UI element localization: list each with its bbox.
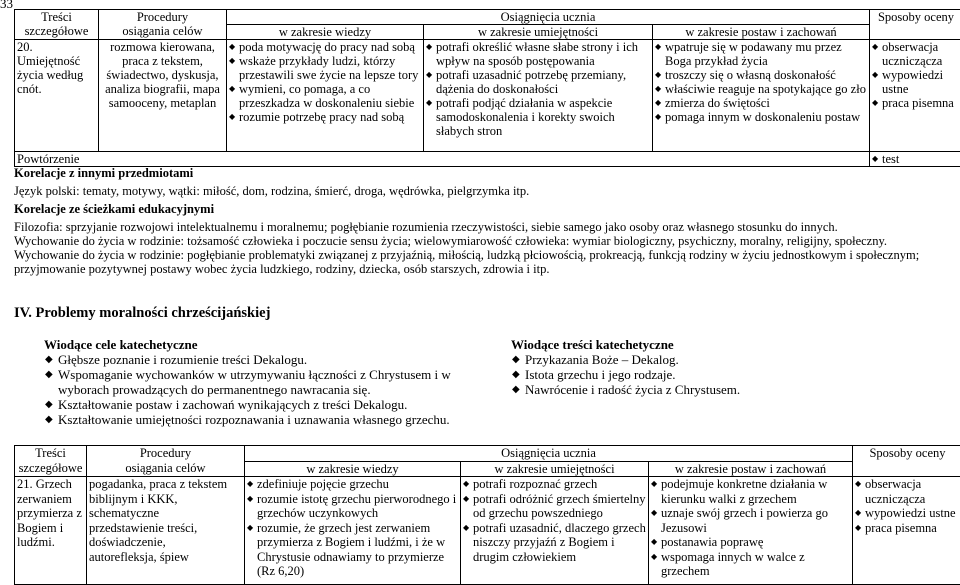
list-item: ◆ Przykazania Boże – Dekalog. xyxy=(511,352,811,367)
cell-sposoby xyxy=(870,40,960,152)
cele-block xyxy=(44,337,494,427)
header-tresci: Treści szczegółowe xyxy=(15,10,99,40)
list-item: ◆ rozumie, że grzech jest zerwaniem przymierza z Bogiem i ludźmi, i że w Chrystusie odnawiamy to przymierze (Rz 6,20) xyxy=(247,521,458,579)
list-item: ◆ potrafi uzasadnić potrzebę przemiany, dążenia do doskonałości xyxy=(426,68,650,96)
cell-procedury: pogadanka, praca z tekstem biblijnym i KKK, schematyczne przedstawienie treści, doświadczenie, autorefleksja, śpiew xyxy=(87,477,245,585)
header-tresci: Treści szczegółowe xyxy=(15,446,87,477)
list-item: ◆ potrafi podjąć działania w aspekcie samodoskonalenia i korekty swoich słabych stron xyxy=(426,96,650,138)
list-item: ◆ właściwie reaguje na spotykające go zło xyxy=(655,82,867,96)
section-title: IV. Problemy moralności chrześcijańskiej xyxy=(14,306,270,320)
list-item: ◆ Głębsze poznanie i rozumienie treści Dekalogu. xyxy=(44,352,494,367)
list-item: ◆ rozumie istotę grzechu pierworodnego i grzechów uczynkowych xyxy=(247,492,458,521)
list-item: ◆ obserwacja uczniczącza xyxy=(855,477,960,506)
cell-umiejetnosci xyxy=(461,477,649,585)
tresci-heading: Wiodące treści katechetyczne xyxy=(511,337,811,352)
list-item: ◆ postanawia poprawę xyxy=(651,535,850,550)
list-item: ◆ praca pisemna xyxy=(855,521,960,536)
tresci-block xyxy=(511,337,811,397)
list-item: ◆ poda motywację do pracy nad sobą xyxy=(229,40,421,54)
header-postawy: w zakresie postaw i zachowań xyxy=(653,25,870,40)
cele-heading: Wiodące cele katechetyczne xyxy=(44,337,494,352)
list-item: ◆ Nawrócenie i radość życia z Chrystusem. xyxy=(511,382,811,397)
list-item: ◆ Kształtowanie umiejętności rozpoznawania i uznawania własnego grzechu. xyxy=(44,412,494,427)
cell-procedury: rozmowa kierowana, praca z tekstem, świadectwo, dyskusja, analiza biografii, mapa samooceny, metaplan xyxy=(99,40,227,152)
cell-postawy xyxy=(653,40,870,152)
list-item: ◆ praca pisemna xyxy=(872,96,960,110)
list-item: ◆ potrafi rozpoznać grzech xyxy=(463,477,646,492)
list-item: ◆ wypowiedzi ustne xyxy=(872,68,960,96)
cell-wiedza xyxy=(245,477,461,585)
header-umiejetnosci: w zakresie umiejętności xyxy=(461,461,649,477)
list-item: ◆ wypowiedzi ustne xyxy=(855,506,960,521)
cell-powtorzenie-sposoby xyxy=(870,152,960,167)
page-number: 33 xyxy=(0,0,13,11)
header-sposoby: Sposoby oceny xyxy=(870,10,960,40)
korelacje-line: przyjmowanie pozytywnej postawy wobec życia ludzkiego, rodziny, dziecka, osób starszych, zdrowia i itp. xyxy=(14,262,960,276)
list-item: ◆ wpatruje się w podawany mu przez Boga przykład życia xyxy=(655,40,867,68)
cell-postawy xyxy=(649,477,853,585)
list-item: ◆ potrafi określić własne słabe strony i ich wpływ na sposób postępowania xyxy=(426,40,650,68)
korelacje-paragraph xyxy=(14,220,960,276)
list-item: ◆ zdefiniuje pojęcie grzechu xyxy=(247,477,458,492)
cell-wiedza xyxy=(227,40,424,152)
header-procedury: Procedury osiągania celów xyxy=(87,446,245,477)
korelacje-heading-1: Korelacje z innymi przedmiotami xyxy=(14,166,193,180)
curriculum-table-1 xyxy=(14,9,960,167)
cell-tresci: 21. Grzech zerwaniem przymierza z Bogiem i ludźmi. xyxy=(15,477,87,585)
list-item: ◆ wskaże przykłady ludzi, którzy przestawili swe życie na lepsze tory xyxy=(229,54,421,82)
cell-powtorzenie: Powtórzenie xyxy=(15,152,870,167)
list-item: ◆ troszczy się o własną doskonałość xyxy=(655,68,867,82)
cell-tresci: 20. Umiejętność życia według cnót. xyxy=(15,40,99,152)
list-item: ◆ zmierza do świętości xyxy=(655,96,867,110)
list-item: ◆ rozumie potrzebę pracy nad sobą xyxy=(229,110,421,124)
list-item: ◆ test xyxy=(872,152,960,166)
curriculum-table-2 xyxy=(14,445,960,585)
list-item: ◆ potrafi odróżnić grzech śmiertelny od grzechu powszedniego xyxy=(463,492,646,521)
korelacje-heading-2: Korelacje ze ścieżkami edukacyjnymi xyxy=(14,202,214,216)
list-item: ◆ wspomaga innych w walce z grzechem xyxy=(651,550,850,579)
header-umiejetnosci: w zakresie umiejętności xyxy=(424,25,653,40)
header-wiedza: w zakresie wiedzy xyxy=(227,25,424,40)
list-item: ◆ obserwacja uczniczącza xyxy=(872,40,960,68)
list-item: ◆ potrafi uzasadnić, dlaczego grzech niszczy przyjaźń z Bogiem i drugim człowiekiem xyxy=(463,521,646,565)
korelacje-line: Wychowanie do życia w rodzinie: pogłębianie problematyki związanej z przyjaźnią, miłością, ludzką płciowością, prokreacją, funkcją rodziny w życiu jednostkowym i społecznym; xyxy=(14,248,960,262)
header-osiagniecia: Osiągnięcia ucznia xyxy=(227,10,870,25)
list-item: ◆ Kształtowanie postaw i zachowań wynikających z treści Dekalogu. xyxy=(44,397,494,412)
header-sposoby: Sposoby oceny xyxy=(853,446,960,477)
korelacje-line: Filozofia: sprzyjanie rozwojowi intelektualnemu i moralnemu; pogłębianie rozumienia rzeczywistości, siebie samego jako osoby oraz własnego stosunku do innych. xyxy=(14,220,960,234)
list-item: ◆ podejmuje konkretne działania w kierunku walki z grzechem xyxy=(651,477,850,506)
header-procedury: Procedury osiągania celów xyxy=(99,10,227,40)
korelacje-line: Wychowanie do życia w rodzinie: tożsamość człowieka i poczucie sensu życia; wielowymiarowość człowieka: wymiar biologiczny, psychiczny, moralny, religijny, społeczny. xyxy=(14,234,960,248)
list-item: ◆ Wspomaganie wychowanków w utrzymywaniu łączności z Chrystusem i w wyborach prowadzących do permanentnego nawracania się. xyxy=(44,367,494,397)
list-item: ◆ pomaga innym w doskonaleniu postaw xyxy=(655,110,867,124)
header-postawy: w zakresie postaw i zachowań xyxy=(649,461,853,477)
list-item: ◆ uznaje swój grzech i powierza go Jezusowi xyxy=(651,506,850,535)
header-wiedza: w zakresie wiedzy xyxy=(245,461,461,477)
korelacje-text-1: Język polski: tematy, motywy, wątki: miłość, dom, rodzina, śmierć, droga, wędrówka, pielgrzymka itp. xyxy=(14,184,529,198)
list-item: ◆ wymieni, co pomaga, a co przeszkadza w doskonaleniu siebie xyxy=(229,82,421,110)
list-item: ◆ Istota grzechu i jego rodzaje. xyxy=(511,367,811,382)
cell-sposoby xyxy=(853,477,960,585)
cell-umiejetnosci xyxy=(424,40,653,152)
header-osiagniecia: Osiągnięcia ucznia xyxy=(245,446,853,462)
